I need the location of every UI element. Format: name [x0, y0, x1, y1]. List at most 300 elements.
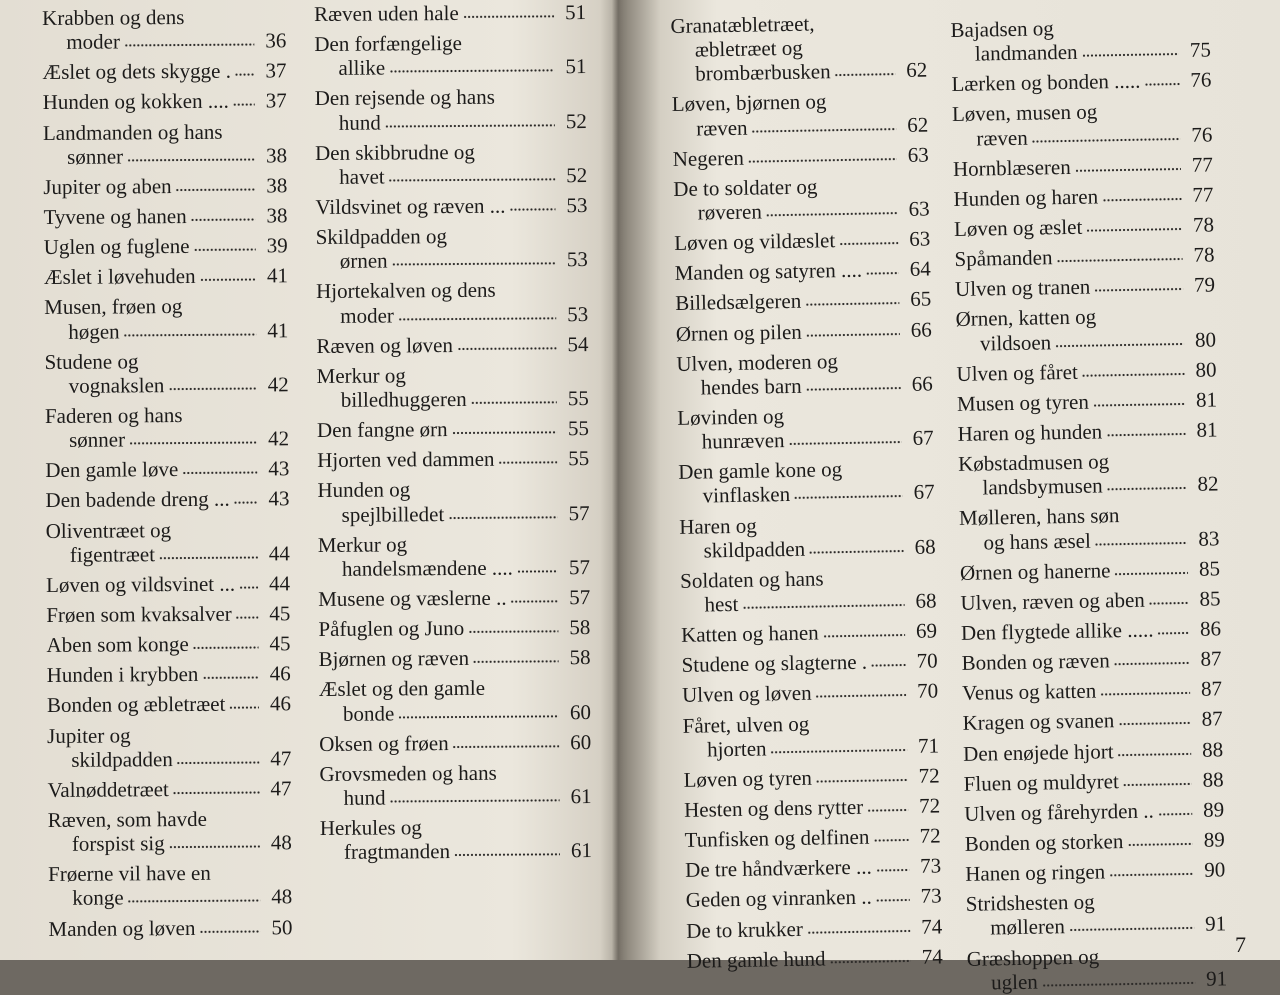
dot-leader [816, 777, 908, 785]
toc-entry-line [951, 38, 1211, 67]
toc-entry-line [674, 196, 930, 225]
toc-entry-line [317, 362, 589, 388]
toc-entry-title: Den enøjede hjort [962, 738, 1114, 766]
toc-entry-page-number: 47 [270, 776, 292, 801]
toc-entry [320, 814, 592, 864]
toc-entry-line [47, 746, 291, 772]
toc-entry-title: Musene og væslerne .. [318, 585, 507, 611]
dot-leader [1075, 166, 1181, 174]
toc-entry-title: Ræven, som havde [47, 806, 208, 832]
toc-column-1 [42, 0, 293, 966]
toc-entry-title: Valnøddetræet [47, 776, 169, 802]
toc-entry [686, 914, 942, 943]
toc-entry [317, 362, 589, 412]
toc-entry-page-number: 87 [1200, 676, 1223, 701]
toc-entry-page-number: 48 [271, 884, 293, 909]
toc-entry [314, 0, 586, 26]
toc-entry-title: Jupiter og aben [43, 173, 172, 199]
toc-entry-line [47, 776, 291, 802]
toc-entry-page-number: 89 [1202, 797, 1225, 822]
toc-entry-line [680, 588, 936, 617]
toc-column-2 [314, 0, 593, 962]
toc-entry-title: Katten og hanen [680, 620, 819, 647]
toc-entry [677, 401, 934, 454]
toc-entry-page-number: 70 [916, 678, 939, 704]
toc-entry [42, 59, 286, 85]
dot-leader [1057, 256, 1183, 264]
toc-entry-title: Hunden og haren [953, 184, 1099, 211]
toc-entry [967, 942, 1228, 995]
toc-entry-line [45, 402, 289, 428]
toc-entry-line [960, 556, 1220, 585]
toc-entry [318, 585, 590, 611]
toc-entry [44, 264, 288, 290]
toc-entry-page-number: 65 [910, 286, 932, 312]
dot-leader [1114, 660, 1190, 667]
toc-entry-title: moder [340, 302, 394, 328]
toc-entry-line [672, 112, 928, 141]
toc-entry [316, 223, 588, 273]
toc-entry-page-number: 72 [918, 763, 940, 788]
toc-entry-title: Ulven og tranen [954, 274, 1091, 302]
toc-entry [956, 357, 1216, 386]
dot-leader [129, 440, 257, 447]
toc-entry-page-number: 57 [568, 554, 591, 580]
toc-entry-line [960, 586, 1220, 615]
toc-entry [47, 692, 291, 718]
toc-entry-line [316, 223, 588, 249]
toc-entry-line [679, 534, 935, 563]
dot-leader [510, 206, 556, 212]
toc-entry-title: Frøerne vil have en [48, 861, 211, 887]
toc-entry-title: Skildpadden og [315, 224, 447, 250]
toc-entry-page-number: 86 [1199, 616, 1222, 641]
toc-entry-title: hest [704, 591, 739, 617]
toc-entry-page-number: 62 [906, 112, 929, 137]
toc-entry-title: Bonden og ræven [961, 648, 1110, 675]
dot-leader [1093, 401, 1185, 409]
toc-entry-title: Spåmanden [954, 245, 1053, 272]
toc-entry-title: Den skibbrudne og [314, 139, 475, 165]
toc-entry-page-number: 46 [269, 661, 291, 686]
toc-column-3 [670, 0, 943, 974]
toc-entry-title: Herkules og [319, 815, 422, 841]
toc-entry-page-number: 79 [1193, 272, 1216, 298]
dot-leader [1094, 286, 1183, 294]
toc-entry-page-number: 91 [1205, 965, 1228, 991]
toc-entry-page-number: 74 [921, 944, 943, 969]
toc-entry [317, 416, 589, 442]
toc-entry-page-number: 53 [566, 247, 588, 272]
toc-entry [319, 730, 591, 756]
toc-entry-page-number: 55 [567, 416, 590, 441]
toc-entry-title: Tyvene og hanen [43, 203, 187, 229]
toc-entry [676, 347, 933, 400]
toc-entry-line [967, 966, 1227, 995]
dot-leader [389, 68, 554, 75]
toc-entry-page-number: 63 [908, 226, 931, 251]
dot-leader [1069, 925, 1194, 933]
toc-entry-page-number: 73 [920, 883, 942, 909]
toc-entry [966, 888, 1227, 941]
toc-entry-title: Faderen og hans [44, 402, 183, 428]
dot-leader [452, 429, 557, 436]
toc-entry-title: Bonden og æbletræet [46, 692, 226, 718]
toc-entry [672, 88, 929, 141]
toc-entry [961, 616, 1221, 645]
toc-entry-title: Jupiter og [47, 722, 131, 748]
dot-leader [1095, 539, 1188, 547]
toc-entry-line [47, 722, 291, 748]
toc-entry-title: Hjorten ved dammen [317, 447, 495, 473]
toc-entry [46, 517, 290, 567]
toc-entry-line [47, 692, 291, 718]
dot-leader [771, 747, 908, 755]
toc-entry-line [44, 233, 288, 259]
toc-entry [963, 767, 1223, 796]
toc-entry-line [954, 243, 1214, 272]
toc-entry-title: mølleren [989, 914, 1066, 940]
dot-leader [127, 156, 255, 163]
toc-entry-page-number: 72 [918, 793, 941, 818]
toc-entry-page-number: 54 [567, 331, 589, 356]
toc-entry-page-number: 81 [1195, 387, 1218, 412]
toc-entry-page-number: 66 [910, 317, 932, 342]
toc-entry-page-number: 44 [268, 571, 291, 596]
toc-entry-line [677, 371, 933, 400]
toc-entry-title: Hornblæseren [952, 154, 1071, 181]
toc-entry [953, 152, 1213, 181]
toc-entry-title: Ulven og fåret [956, 359, 1079, 386]
toc-entry-line [318, 585, 590, 611]
dot-leader [1114, 570, 1188, 577]
toc-entry [950, 13, 1211, 66]
dot-leader [471, 399, 557, 406]
toc-entry [44, 348, 288, 398]
toc-entry-title: Løven og æslet [953, 214, 1083, 241]
toc-entry-title: Oksen og frøen [319, 730, 449, 756]
toc-entry-title: havet [339, 164, 385, 189]
toc-entry [962, 677, 1222, 706]
dot-leader [1149, 600, 1189, 607]
toc-entry [48, 806, 292, 856]
toc-entry-line [684, 793, 940, 822]
toc-entry-page-number: 48 [270, 830, 292, 855]
toc-entry-line [44, 294, 288, 320]
toc-entry [955, 273, 1215, 302]
toc-entry [316, 278, 588, 328]
toc-entry-title: Mølleren, hans søn [958, 503, 1120, 531]
dot-leader [794, 493, 903, 501]
toc-entry-line [48, 885, 292, 911]
toc-entry-title: handelsmændene .... [341, 555, 513, 581]
toc-entry-line [958, 472, 1218, 501]
toc-entry-page-number: 52 [566, 162, 588, 188]
toc-entry-title: Granatæbletræet, [670, 11, 815, 38]
toc-entry-line [681, 619, 937, 648]
toc-entry-line [678, 480, 934, 509]
toc-entry-page-number: 63 [908, 196, 930, 221]
toc-entry [319, 675, 591, 725]
toc-entry-title: Musen, frøen og [44, 294, 183, 320]
toc-entry-line [44, 348, 288, 374]
toc-entry-title: Hunden og kokken .... [42, 89, 229, 115]
toc-entry-title: Hesten og dens rytter [683, 794, 864, 822]
dot-leader [1109, 871, 1193, 878]
toc-entry-line [964, 797, 1224, 826]
toc-entry [45, 457, 289, 483]
toc-entry [317, 446, 589, 472]
dot-leader [816, 692, 907, 700]
toc-entry-line [682, 679, 938, 708]
toc-entry-title: Ræven uden hale [314, 0, 459, 26]
toc-entry-title: Oliventræet og [45, 517, 172, 543]
toc-entry [953, 182, 1213, 211]
toc-entry [682, 679, 938, 708]
toc-entry [47, 722, 291, 772]
dot-leader [398, 315, 556, 322]
toc-entry-line [318, 555, 590, 581]
toc-entry-line [957, 417, 1217, 446]
toc-entry-page-number: 62 [906, 57, 928, 83]
toc-entry-page-number: 78 [1193, 242, 1215, 267]
toc-entry [43, 173, 287, 199]
toc-entry-page-number: 58 [569, 645, 591, 670]
toc-entry-line [316, 302, 588, 328]
toc-entry [951, 68, 1211, 97]
toc-entry-title: Billedsælgeren [675, 289, 802, 316]
toc-entry-line [674, 227, 930, 256]
dot-leader [873, 837, 908, 844]
toc-entry [685, 854, 941, 883]
toc-entry-title: Krabben og dens [42, 5, 185, 30]
toc-entry-page-number: 55 [568, 446, 590, 471]
toc-entry-title: Den rejsende og hans [314, 85, 495, 111]
toc-entry-line [961, 616, 1221, 645]
toc-entry-page-number: 61 [570, 838, 593, 863]
toc-entry [314, 30, 586, 80]
dot-leader [457, 345, 557, 352]
toc-entry [46, 571, 290, 597]
dot-leader [1158, 811, 1193, 818]
dot-leader [1082, 51, 1179, 59]
dot-leader [233, 102, 255, 108]
toc-entry-page-number: 51 [565, 0, 587, 25]
toc-entry [687, 944, 943, 973]
toc-entry-page-number: 53 [566, 193, 588, 218]
toc-entry [683, 763, 939, 792]
toc-entry-title: Studene og [44, 349, 139, 374]
toc-entry-line [317, 386, 589, 412]
toc-entry-page-number: 71 [917, 733, 940, 758]
toc-entry-page-number: 73 [919, 853, 942, 878]
toc-entry-title: Uglen og fuglene [43, 234, 190, 260]
toc-entry-line [42, 4, 286, 30]
toc-entry-line [683, 733, 939, 762]
toc-entry-title: hendes barn [700, 373, 802, 400]
toc-entry-title: Musen og tyren [956, 389, 1090, 416]
toc-entry-line [676, 317, 932, 346]
dot-leader [876, 897, 910, 904]
toc-entry-line [957, 387, 1217, 416]
dot-leader [229, 705, 259, 711]
toc-entry-line [319, 645, 591, 671]
toc-entry-line [43, 119, 287, 145]
toc-entry-title: skildpadden [71, 746, 173, 772]
dot-leader [1042, 980, 1195, 989]
toc-entry-line [44, 264, 288, 290]
toc-entry-title: Grovsmeden og hans [319, 760, 497, 786]
toc-entry-line [966, 912, 1226, 941]
toc-entry-page-number: 52 [565, 108, 587, 133]
toc-entry-title: figentræet [69, 541, 156, 567]
page-number: 7 [1235, 932, 1246, 957]
toc-entry-page-number: 72 [919, 823, 941, 848]
toc-entry-title: Æslet og dets skygge . [42, 58, 231, 85]
toc-entry-line [45, 487, 289, 513]
toc-entry-line [46, 571, 290, 597]
dot-leader [807, 927, 910, 935]
toc-entry-line [318, 615, 590, 641]
toc-entry-line [48, 830, 292, 856]
toc-entry-title: ørnen [339, 248, 388, 274]
toc-entry-page-number: 67 [912, 425, 934, 450]
dot-leader [202, 675, 258, 681]
toc-entry-page-number: 37 [265, 58, 287, 83]
toc-entry-page-number: 45 [269, 631, 291, 656]
toc-entry-page-number: 91 [1204, 911, 1227, 937]
toc-entry-title: Kragen og svanen [962, 708, 1115, 736]
dot-leader [835, 71, 896, 78]
dot-leader [182, 470, 257, 477]
toc-entry [44, 233, 288, 259]
dot-leader [448, 514, 557, 521]
toc-entry-line [675, 287, 931, 316]
toc-entry-title: Ræven og løven [316, 332, 453, 358]
toc-entry-line [681, 649, 937, 678]
toc-entry-page-number: 82 [1197, 471, 1219, 497]
toc-entry-page-number: 57 [568, 500, 590, 525]
toc-entry-title: Bjørnen og ræven [318, 646, 470, 672]
toc-entry-line [48, 915, 292, 941]
toc-entry-title: De to soldater og [673, 174, 818, 201]
dot-leader [517, 568, 558, 574]
dot-leader [200, 277, 256, 283]
toc-entry [315, 85, 587, 135]
toc-entry-title: sønner [68, 427, 126, 452]
dot-leader [236, 614, 259, 620]
toc-entry-title: Geden og vinranken .. [685, 884, 872, 913]
toc-entry-line [686, 884, 942, 913]
dot-leader [176, 186, 256, 193]
toc-entry-title: Hunden i krybben [46, 662, 199, 688]
toc-entry-title: Løven og vildsvinet ... [45, 571, 236, 597]
toc-entry [318, 531, 590, 581]
toc-entry-title: konge [72, 885, 124, 911]
toc-entry-title: Stridshesten og [965, 889, 1095, 917]
toc-entry-title: sønner [67, 144, 124, 169]
toc-entry-line [320, 814, 592, 840]
toc-entry-title: Fåret, ulven og [682, 711, 810, 738]
toc-entry-line [45, 457, 289, 483]
toc-entry-line [951, 68, 1211, 97]
toc-entry-line [319, 700, 591, 726]
toc-entry [965, 827, 1225, 856]
toc-entry-line [316, 247, 588, 273]
toc-entry-title: æbletræet og [694, 35, 803, 62]
toc-entry [952, 98, 1213, 151]
dot-leader [1100, 690, 1190, 698]
toc-entry-title: landsbymusen [982, 473, 1103, 500]
dot-leader [498, 460, 557, 466]
toc-entry-line [314, 30, 586, 56]
toc-entry-title: vildsoen [979, 329, 1052, 356]
toc-entry [958, 448, 1219, 501]
toc-entry-page-number: 85 [1198, 556, 1221, 581]
toc-entry-page-number: 47 [270, 745, 292, 771]
toc-entry [45, 402, 289, 452]
dot-leader [1118, 720, 1190, 727]
toc-entry [682, 709, 939, 762]
dot-leader [389, 176, 556, 183]
toc-entry-page-number: 87 [1200, 646, 1222, 671]
toc-entry-title: forspist sig [71, 831, 165, 856]
toc-entry-title: Æslet i løvehuden [43, 264, 196, 290]
toc-entry [954, 212, 1214, 241]
toc-entry-title: Frøen som kvaksalver [46, 601, 232, 627]
toc-entry-title: Haren og hunden [957, 419, 1103, 446]
toc-entry-title: Den fangne ørn [316, 417, 448, 443]
toc-entry-page-number: 51 [565, 54, 587, 79]
toc-entry [960, 556, 1220, 585]
dot-leader [1123, 781, 1192, 788]
toc-entry-page-number: 41 [267, 317, 289, 342]
toc-entry-title: billedhuggeren [340, 386, 467, 412]
toc-entry-page-number: 39 [266, 233, 288, 258]
toc-entry [684, 793, 940, 822]
toc-entry-title: landmanden [974, 39, 1078, 66]
toc-entry-title: Hjortekalven og dens [315, 278, 496, 304]
toc-entry-title: Den gamle kone og [678, 457, 843, 485]
dot-leader [748, 156, 897, 165]
dot-leader [385, 122, 555, 129]
toc-entry-line [965, 857, 1225, 886]
toc-entry-page-number: 42 [267, 426, 290, 451]
toc-entry-line [319, 760, 591, 786]
toc-entry-page-number: 77 [1191, 152, 1214, 177]
toc-entry-title: røveren [697, 199, 763, 225]
toc-entry-page-number: 89 [1203, 827, 1225, 852]
toc-entry-line [686, 914, 942, 943]
toc-entry-title: Hunden og [317, 477, 411, 503]
toc-entry [954, 243, 1214, 272]
toc-entry-line [47, 662, 291, 688]
toc-entry [318, 615, 590, 641]
dot-leader [867, 807, 908, 814]
dot-leader [871, 662, 906, 669]
toc-entry-page-number: 76 [1191, 122, 1213, 147]
toc-entry-line [963, 737, 1223, 766]
dot-leader [830, 958, 911, 965]
toc-entry [47, 776, 291, 802]
dot-leader [193, 645, 259, 651]
toc-entry [673, 172, 930, 225]
toc-entry-line [317, 446, 589, 472]
toc-entry-line [46, 517, 290, 543]
toc-entry [681, 649, 937, 678]
dot-leader [473, 659, 559, 666]
toc-entry [678, 456, 935, 509]
